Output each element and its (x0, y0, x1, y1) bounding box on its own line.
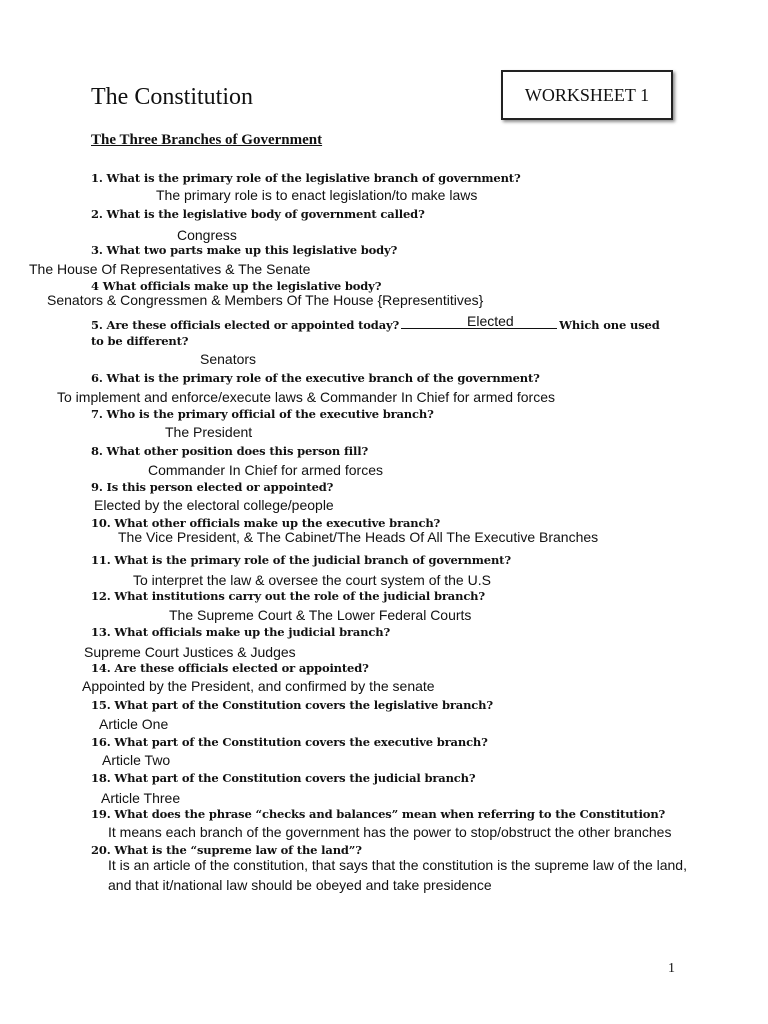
question-20: 20. What is the “supreme law of the land”? (91, 843, 362, 857)
page-number: 1 (668, 961, 675, 976)
section-subtitle: The Three Branches of Government (91, 132, 323, 148)
worksheet-label: WORKSHEET 1 (524, 84, 650, 105)
question-18: 18. What part of the Constitution covers the judicial branch? (91, 771, 476, 785)
question-19: 19. What does the phrase “checks and balances” mean when referring to the Constitution? (91, 807, 666, 821)
answer-16: Article Two (102, 752, 171, 768)
answer-2: Congress (177, 227, 237, 243)
answer-4: Senators & Congressmen & Members Of The House {Representitives} (47, 292, 484, 308)
question-12: 12. What institutions carry out the role of the judicial branch? (91, 589, 485, 603)
question-5-part2: Which one used (559, 318, 660, 332)
answer-20-line2: and that it/national law should be obeyed and take presidence (108, 877, 492, 893)
question-2: 2. What is the legislative body of government called? (91, 207, 425, 221)
answer-5-blank: Elected (467, 313, 514, 329)
question-7: 7. Who is the primary official of the executive branch? (91, 407, 434, 421)
question-1: 1. What is the primary role of the legislative branch of government? (91, 171, 521, 185)
question-15: 15. What part of the Constitution covers the legislative branch? (91, 698, 493, 712)
question-5-line2: to be different? (91, 334, 189, 348)
answer-11: To interpret the law & oversee the court system of the U.S (133, 572, 491, 588)
answer-10: The Vice President, & The Cabinet/The Heads Of All The Executive Branches (118, 529, 599, 545)
answer-1: The primary role is to enact legislation/to make laws (156, 187, 478, 203)
answer-13: Supreme Court Justices & Judges (84, 644, 296, 660)
answer-14: Appointed by the President, and confirmed by the senate (82, 678, 435, 694)
worksheet-label-box (501, 70, 673, 120)
answer-5: Senators (200, 351, 257, 367)
answer-19: It means each branch of the government has the power to stop/obstruct the other branches (108, 824, 672, 840)
answer-18: Article Three (101, 790, 181, 806)
question-5-part1: 5. Are these officials elected or appointed today? (91, 318, 400, 332)
answer-20: It is an article of the constitution, that says that the constitution is the supreme law of the land, (108, 857, 687, 873)
answer-3: The House Of Representatives & The Senate (29, 261, 311, 277)
question-10: 10. What other officials make up the executive branch? (91, 516, 441, 530)
question-5 (91, 316, 660, 332)
answer-15: Article One (99, 716, 169, 732)
question-8: 8. What other position does this person fill? (91, 444, 369, 458)
question-9: 9. Is this person elected or appointed? (91, 480, 334, 494)
question-11: 11. What is the primary role of the judicial branch of government? (91, 553, 511, 567)
answer-9: Elected by the electoral college/people (94, 497, 334, 513)
question-16: 16. What part of the Constitution covers the executive branch? (91, 735, 488, 749)
answer-8: Commander In Chief for armed forces (148, 462, 383, 478)
answer-12: The Supreme Court & The Lower Federal Courts (169, 607, 472, 623)
answer-6: To implement and enforce/execute laws & Commander In Chief for armed forces (57, 389, 556, 405)
question-6: 6. What is the primary role of the executive branch of the government? (91, 371, 540, 385)
question-13: 13. What officials make up the judicial branch? (91, 625, 391, 639)
question-14: 14. Are these officials elected or appointed? (91, 661, 369, 675)
question-3: 3. What two parts make up this legislative body? (91, 243, 398, 257)
answer-7: The President (165, 424, 253, 440)
page-title: The Constitution (91, 84, 253, 110)
question-4: 4 What officials make up the legislative body? (91, 279, 382, 293)
